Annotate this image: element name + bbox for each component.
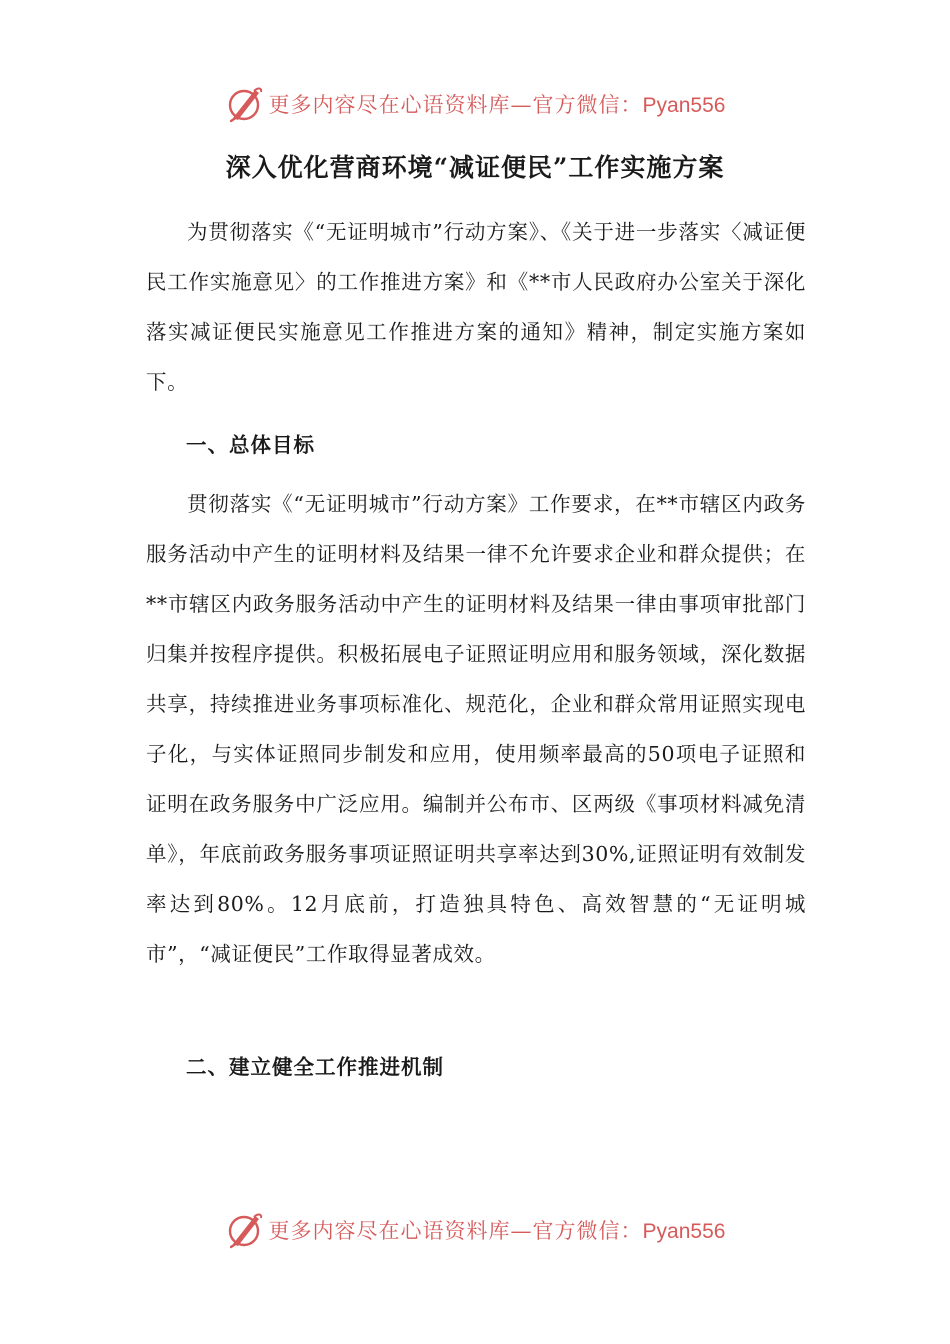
section-heading-mechanism: 二、建立健全工作推进机制 (186, 1055, 444, 1079)
intro-paragraph: 为贯彻落实《“无证明城市”行动方案》、《关于进一步落实〈减证便民工作实施意见〉的工作推进方案》和《**市人民政府办公室关于深化落实减证便民实施意见工作推进方案的通知》精神，制定实施方案如下。 (146, 220, 806, 394)
watermark-header (0, 82, 950, 126)
quill-pen-logo-icon (225, 1210, 265, 1250)
overall-goal-paragraph: 贯彻落实《“无证明城市”行动方案》工作要求，在**市辖区内政务服务活动中产生的证明材料及结果一律不允许要求企业和群众提供；在**市辖区内政务服务活动中产生的证明材料及结果一律由事项审批部门归集并按程序提供。积极拓展电子证照证明应用和服务领域，深化数据共享，持续推进业务事项标准化、规范化，企业和群众常用证照实现电子化，与实体证照同步制发和应用，使用频率最高的50项电子证照和证明在政务服务中广泛应用。编制并公布市、区两级《事项材料减免清单》，年底前政务服务事项证照证明共享率达到30%,证照证明有效制发率达到80%。12月底前，打造独具特色、高效智慧的“无证明城市”，“减证便民”工作取得显著成效。 (146, 492, 806, 966)
watermark-text: 更多内容尽在心语资料库—官方微信：Pyan556 (268, 1219, 726, 1243)
watermark-text: 更多内容尽在心语资料库—官方微信：Pyan556 (268, 93, 726, 117)
section-heading-overall-goal: 一、总体目标 (186, 433, 315, 457)
watermark-wechat-id: Pyan556 (642, 1220, 726, 1243)
quill-pen-logo-icon (225, 84, 265, 124)
document-title: 深入优化营商环境“减证便民”工作实施方案 (225, 153, 725, 182)
watermark-footer (0, 1208, 950, 1252)
watermark-wechat-id: Pyan556 (642, 94, 726, 117)
